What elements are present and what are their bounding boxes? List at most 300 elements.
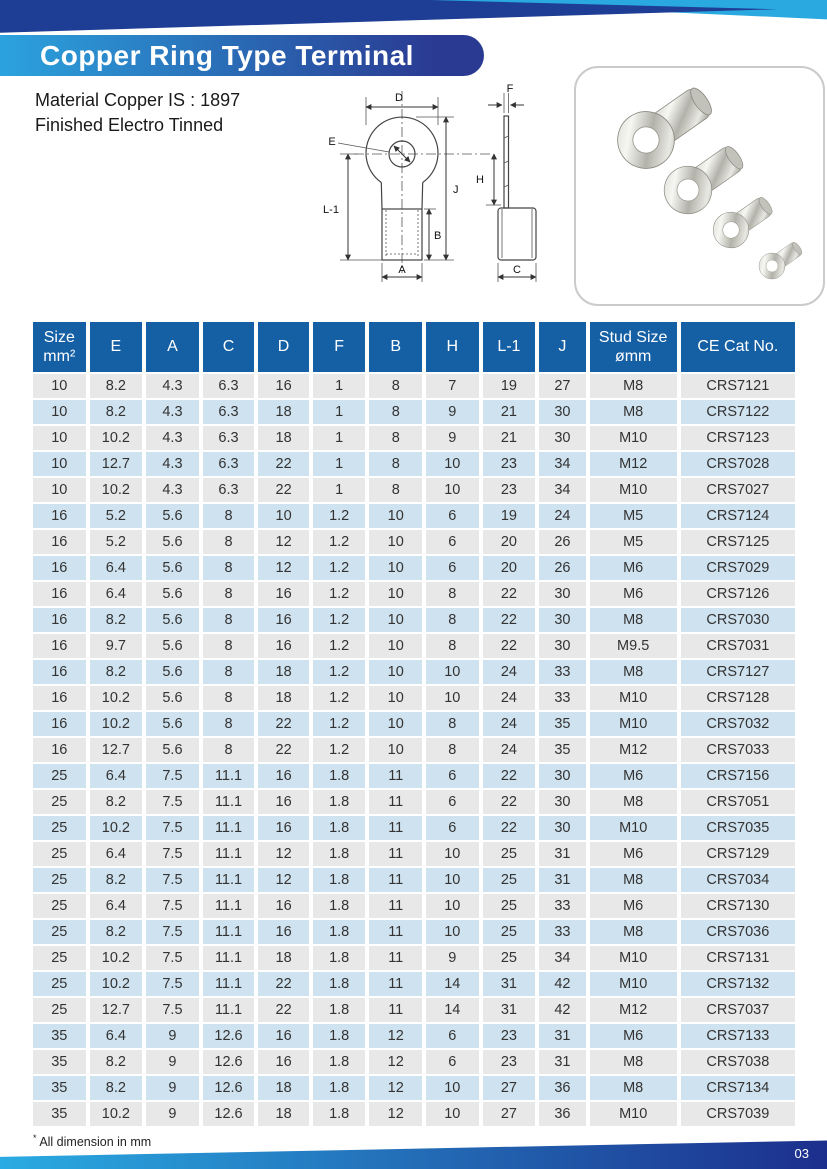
cell: 6 (426, 790, 479, 814)
product-photo (576, 68, 819, 300)
cell: CRS7028 (681, 452, 795, 476)
cell: 16 (258, 1024, 309, 1048)
cell: 11.1 (203, 816, 255, 840)
dim-label-d: D (395, 92, 403, 104)
cell: 27 (483, 1102, 536, 1126)
cell: 26 (539, 556, 586, 580)
cell: 22 (258, 972, 309, 996)
cell: 25 (483, 868, 536, 892)
dim-label-l1: L-1 (323, 204, 339, 216)
cell: 16 (258, 1050, 309, 1074)
cell: 10.2 (90, 426, 143, 450)
cell: CRS7123 (681, 426, 795, 450)
cell: M8 (590, 374, 677, 398)
cell: 6.4 (90, 894, 143, 918)
cell: M12 (590, 452, 677, 476)
cell: 25 (483, 946, 536, 970)
cell: 5.6 (146, 556, 199, 580)
cell: 11 (369, 894, 422, 918)
cell: 12.7 (90, 998, 143, 1022)
dimension-diagram (298, 83, 560, 298)
cell: 6.3 (203, 374, 255, 398)
cell: 6.4 (90, 764, 143, 788)
cell: M6 (590, 894, 677, 918)
cell: 5.6 (146, 634, 199, 658)
cell: 1.8 (313, 1024, 366, 1048)
cell: 18 (258, 660, 309, 684)
cell: 8 (426, 712, 479, 736)
cell: 9 (426, 946, 479, 970)
cell: 8.2 (90, 868, 143, 892)
cell: 33 (539, 660, 586, 684)
cell: 25 (33, 998, 86, 1022)
cell: 18 (258, 1102, 309, 1126)
cell: 25 (33, 868, 86, 892)
cell: 30 (539, 400, 586, 424)
cell: 7.5 (146, 764, 199, 788)
cell: CRS7125 (681, 530, 795, 554)
cell: 20 (483, 556, 536, 580)
cell: 6.3 (203, 426, 255, 450)
cell: 5.2 (90, 504, 143, 528)
column-header-6: B (369, 322, 422, 372)
cell: 1.8 (313, 946, 366, 970)
cell: 7.5 (146, 790, 199, 814)
cell: 30 (539, 790, 586, 814)
cell: 24 (483, 712, 536, 736)
cell: 6.4 (90, 556, 143, 580)
cell: 1.8 (313, 1076, 366, 1100)
cell: 8 (203, 608, 255, 632)
footnote-marker: * (33, 1133, 37, 1143)
column-header-9: J (539, 322, 586, 372)
cell: 22 (483, 634, 536, 658)
table-row (33, 556, 795, 580)
cell: M8 (590, 868, 677, 892)
cell: 6 (426, 1050, 479, 1074)
cell: 9 (146, 1024, 199, 1048)
cell: 10 (426, 478, 479, 502)
cell: CRS7038 (681, 1050, 795, 1074)
cell: 1.8 (313, 920, 366, 944)
cell: 20 (483, 530, 536, 554)
cell: 16 (33, 582, 86, 606)
cell: 22 (483, 816, 536, 840)
cell: 11 (369, 868, 422, 892)
table-row (33, 842, 795, 866)
dim-label-e: E (328, 136, 336, 148)
cell: CRS7121 (681, 374, 795, 398)
cell: 25 (33, 790, 86, 814)
cell: 1.8 (313, 894, 366, 918)
cell: 10 (369, 686, 422, 710)
cell: 30 (539, 634, 586, 658)
cell: M5 (590, 530, 677, 554)
cell: 23 (483, 452, 536, 476)
cell: 8 (369, 400, 422, 424)
table-row (33, 868, 795, 892)
material-line: Material Copper IS : 1897 (35, 90, 241, 110)
table-row (33, 1050, 795, 1074)
table-row (33, 790, 795, 814)
cell: 22 (483, 790, 536, 814)
cell: 4.3 (146, 374, 199, 398)
cell: 22 (258, 452, 309, 476)
table-row (33, 764, 795, 788)
cell: M10 (590, 816, 677, 840)
table-body (33, 374, 795, 1126)
table-row (33, 634, 795, 658)
cell: CRS7031 (681, 634, 795, 658)
cell: 10 (33, 452, 86, 476)
cell: 6.3 (203, 478, 255, 502)
table-row (33, 582, 795, 606)
cell: CRS7051 (681, 790, 795, 814)
cell: M9.5 (590, 634, 677, 658)
cell: 10 (426, 868, 479, 892)
cell: 1.2 (313, 686, 366, 710)
cell: 1.8 (313, 868, 366, 892)
cell: 6.4 (90, 582, 143, 606)
cell: 30 (539, 608, 586, 632)
cell: 33 (539, 920, 586, 944)
cell: 10 (369, 634, 422, 658)
cell: 1.2 (313, 556, 366, 580)
cell: M5 (590, 504, 677, 528)
column-header-0: Size mm² (33, 322, 86, 372)
column-header-2: A (146, 322, 199, 372)
page-title: Copper Ring Type Terminal (40, 40, 414, 71)
cell: 1.2 (313, 660, 366, 684)
cell: 8 (426, 634, 479, 658)
cell: 34 (539, 946, 586, 970)
cell: 1.2 (313, 530, 366, 554)
cell: M6 (590, 582, 677, 606)
cell: 1.8 (313, 1102, 366, 1126)
cell: 25 (33, 842, 86, 866)
cell: CRS7131 (681, 946, 795, 970)
cell: 7.5 (146, 946, 199, 970)
table-row (33, 972, 795, 996)
cell: 1.2 (313, 634, 366, 658)
cell: 1.8 (313, 1050, 366, 1074)
cell: 8 (203, 712, 255, 736)
footnote (33, 1133, 151, 1149)
cell: 36 (539, 1102, 586, 1126)
cell: 22 (258, 478, 309, 502)
cell: 7.5 (146, 816, 199, 840)
cell: 12 (369, 1076, 422, 1100)
cell: M8 (590, 920, 677, 944)
table-row (33, 1102, 795, 1126)
cell: 7.5 (146, 920, 199, 944)
cell: 12 (258, 842, 309, 866)
cell: 6.4 (90, 842, 143, 866)
cell: 25 (483, 920, 536, 944)
cell: 9 (146, 1102, 199, 1126)
cell: 12.7 (90, 452, 143, 476)
cell: 7.5 (146, 972, 199, 996)
spec-table (29, 320, 799, 1128)
cell: 10 (369, 738, 422, 762)
cell: 31 (483, 972, 536, 996)
cell: M10 (590, 712, 677, 736)
cell: 8 (203, 660, 255, 684)
cell: 25 (33, 894, 86, 918)
cell: 35 (539, 738, 586, 762)
cell: 12 (369, 1102, 422, 1126)
cell: 1.2 (313, 608, 366, 632)
cell: 8 (369, 452, 422, 476)
cell: 14 (426, 972, 479, 996)
dim-label-h: H (476, 174, 484, 186)
cell: 10 (258, 504, 309, 528)
cell: 1 (313, 426, 366, 450)
cell: CRS7122 (681, 400, 795, 424)
cell: 14 (426, 998, 479, 1022)
cell: 1.8 (313, 816, 366, 840)
cell: 10 (33, 426, 86, 450)
cell: 23 (483, 1050, 536, 1074)
cell: M8 (590, 660, 677, 684)
cell: CRS7127 (681, 660, 795, 684)
table-row (33, 920, 795, 944)
cell: 16 (33, 608, 86, 632)
cell: 10.2 (90, 712, 143, 736)
cell: 7 (426, 374, 479, 398)
cell: 11.1 (203, 894, 255, 918)
cell: 35 (33, 1050, 86, 1074)
cell: 1.2 (313, 582, 366, 606)
cell: 34 (539, 452, 586, 476)
cell: 5.6 (146, 504, 199, 528)
cell: 11 (369, 920, 422, 944)
cell: 10.2 (90, 478, 143, 502)
cell: M6 (590, 1024, 677, 1048)
cell: 1 (313, 400, 366, 424)
cell: 33 (539, 686, 586, 710)
table-row (33, 452, 795, 476)
cell: 10 (33, 478, 86, 502)
product-photo-frame (574, 66, 825, 306)
cell: 11 (369, 764, 422, 788)
cell: 5.2 (90, 530, 143, 554)
cell: 31 (539, 868, 586, 892)
cell: 8 (203, 738, 255, 762)
column-header-10: Stud Size ømm (590, 322, 677, 372)
cell: 16 (258, 764, 309, 788)
cell: 22 (258, 712, 309, 736)
cell: 18 (258, 946, 309, 970)
cell: 8.2 (90, 400, 143, 424)
cell: 10 (369, 530, 422, 554)
cell: 12.6 (203, 1076, 255, 1100)
cell: 5.6 (146, 608, 199, 632)
dim-label-c: C (513, 264, 521, 276)
cell: M6 (590, 764, 677, 788)
cell: 5.6 (146, 686, 199, 710)
cell: 26 (539, 530, 586, 554)
table-header-row (33, 322, 795, 372)
cell: 8.2 (90, 608, 143, 632)
cell: 10 (33, 374, 86, 398)
cell: 8 (203, 530, 255, 554)
cell: 30 (539, 426, 586, 450)
cell: 18 (258, 1076, 309, 1100)
column-header-7: H (426, 322, 479, 372)
dim-label-f: F (506, 83, 514, 95)
cell: CRS7034 (681, 868, 795, 892)
table-row (33, 946, 795, 970)
cell: 16 (258, 790, 309, 814)
title-banner (0, 35, 484, 76)
cell: 31 (483, 998, 536, 1022)
cell: 34 (539, 478, 586, 502)
cell: 11 (369, 998, 422, 1022)
cell: 10.2 (90, 816, 143, 840)
cell: 11 (369, 816, 422, 840)
cell: 1.2 (313, 504, 366, 528)
cell: 12 (369, 1050, 422, 1074)
cell: 33 (539, 894, 586, 918)
cell: CRS7126 (681, 582, 795, 606)
cell: 16 (258, 374, 309, 398)
cell: M10 (590, 1102, 677, 1126)
cell: 22 (483, 764, 536, 788)
cell: 8 (369, 374, 422, 398)
cell: 11.1 (203, 868, 255, 892)
cell: 35 (539, 712, 586, 736)
cell: 8 (203, 582, 255, 606)
cell: 10 (369, 608, 422, 632)
cell: 11 (369, 946, 422, 970)
technical-drawing (298, 83, 560, 298)
cell: 6 (426, 530, 479, 554)
cell: CRS7032 (681, 712, 795, 736)
cell: 7.5 (146, 842, 199, 866)
cell: 4.3 (146, 478, 199, 502)
cell: 10 (369, 660, 422, 684)
cell: 5.6 (146, 712, 199, 736)
cell: 8.2 (90, 920, 143, 944)
column-header-4: D (258, 322, 309, 372)
cell: 10 (369, 712, 422, 736)
table-row (33, 816, 795, 840)
cell: 25 (483, 894, 536, 918)
cell: 16 (258, 608, 309, 632)
cell: 7.5 (146, 894, 199, 918)
cell: 8.2 (90, 374, 143, 398)
cell: CRS7156 (681, 764, 795, 788)
cell: 24 (483, 738, 536, 762)
cell: 24 (539, 504, 586, 528)
cell: 36 (539, 1076, 586, 1100)
ring-terminal-small (706, 189, 779, 255)
cell: 16 (258, 582, 309, 606)
cell: 22 (483, 608, 536, 632)
cell: M10 (590, 478, 677, 502)
table-row (33, 686, 795, 710)
cell: CRS7132 (681, 972, 795, 996)
cell: 9 (426, 400, 479, 424)
table-row (33, 660, 795, 684)
cell: 11.1 (203, 790, 255, 814)
cell: 22 (258, 998, 309, 1022)
cell: 1.8 (313, 972, 366, 996)
cell: 16 (258, 894, 309, 918)
cell: M12 (590, 738, 677, 762)
cell: 10 (426, 452, 479, 476)
cell: CRS7027 (681, 478, 795, 502)
cell: 8 (426, 738, 479, 762)
cell: 16 (33, 556, 86, 580)
cell: 42 (539, 972, 586, 996)
column-header-1: E (90, 322, 143, 372)
cell: 19 (483, 504, 536, 528)
column-header-8: L-1 (483, 322, 536, 372)
cell: 10.2 (90, 1102, 143, 1126)
cell: 16 (33, 504, 86, 528)
cell: 11.1 (203, 946, 255, 970)
cell: 30 (539, 764, 586, 788)
cell: M8 (590, 608, 677, 632)
cell: 9 (426, 426, 479, 450)
cell: 10 (369, 582, 422, 606)
cell: 7.5 (146, 868, 199, 892)
cell: 6.3 (203, 452, 255, 476)
page-number: 03 (794, 1146, 809, 1161)
cell: 10 (369, 556, 422, 580)
cell: M10 (590, 972, 677, 996)
cell: 8.2 (90, 660, 143, 684)
table-row (33, 426, 795, 450)
cell: 31 (539, 1050, 586, 1074)
cell: 12 (258, 530, 309, 554)
cell: CRS7036 (681, 920, 795, 944)
cell: 10 (369, 504, 422, 528)
cell: 12.7 (90, 738, 143, 762)
cell: 9 (146, 1076, 199, 1100)
cell: M10 (590, 426, 677, 450)
cell: CRS7039 (681, 1102, 795, 1126)
cell: 12.6 (203, 1024, 255, 1048)
cell: 7.5 (146, 998, 199, 1022)
table-row (33, 374, 795, 398)
cell: 31 (539, 842, 586, 866)
cell: 6.3 (203, 400, 255, 424)
cell: 6 (426, 764, 479, 788)
cell: 6 (426, 816, 479, 840)
cell: 21 (483, 426, 536, 450)
table-row (33, 504, 795, 528)
cell: 8 (203, 686, 255, 710)
material-info (35, 88, 240, 138)
cell: 12.6 (203, 1050, 255, 1074)
dim-label-b: B (434, 230, 442, 242)
cell: 25 (33, 816, 86, 840)
cell: 35 (33, 1024, 86, 1048)
cell: CRS7033 (681, 738, 795, 762)
cell: 30 (539, 816, 586, 840)
cell: 25 (33, 764, 86, 788)
cell: M6 (590, 556, 677, 580)
cell: 24 (483, 660, 536, 684)
column-header-11: CE Cat No. (681, 322, 795, 372)
cell: 8 (426, 608, 479, 632)
cell: 10.2 (90, 972, 143, 996)
cell: 8 (369, 426, 422, 450)
cell: 1 (313, 452, 366, 476)
